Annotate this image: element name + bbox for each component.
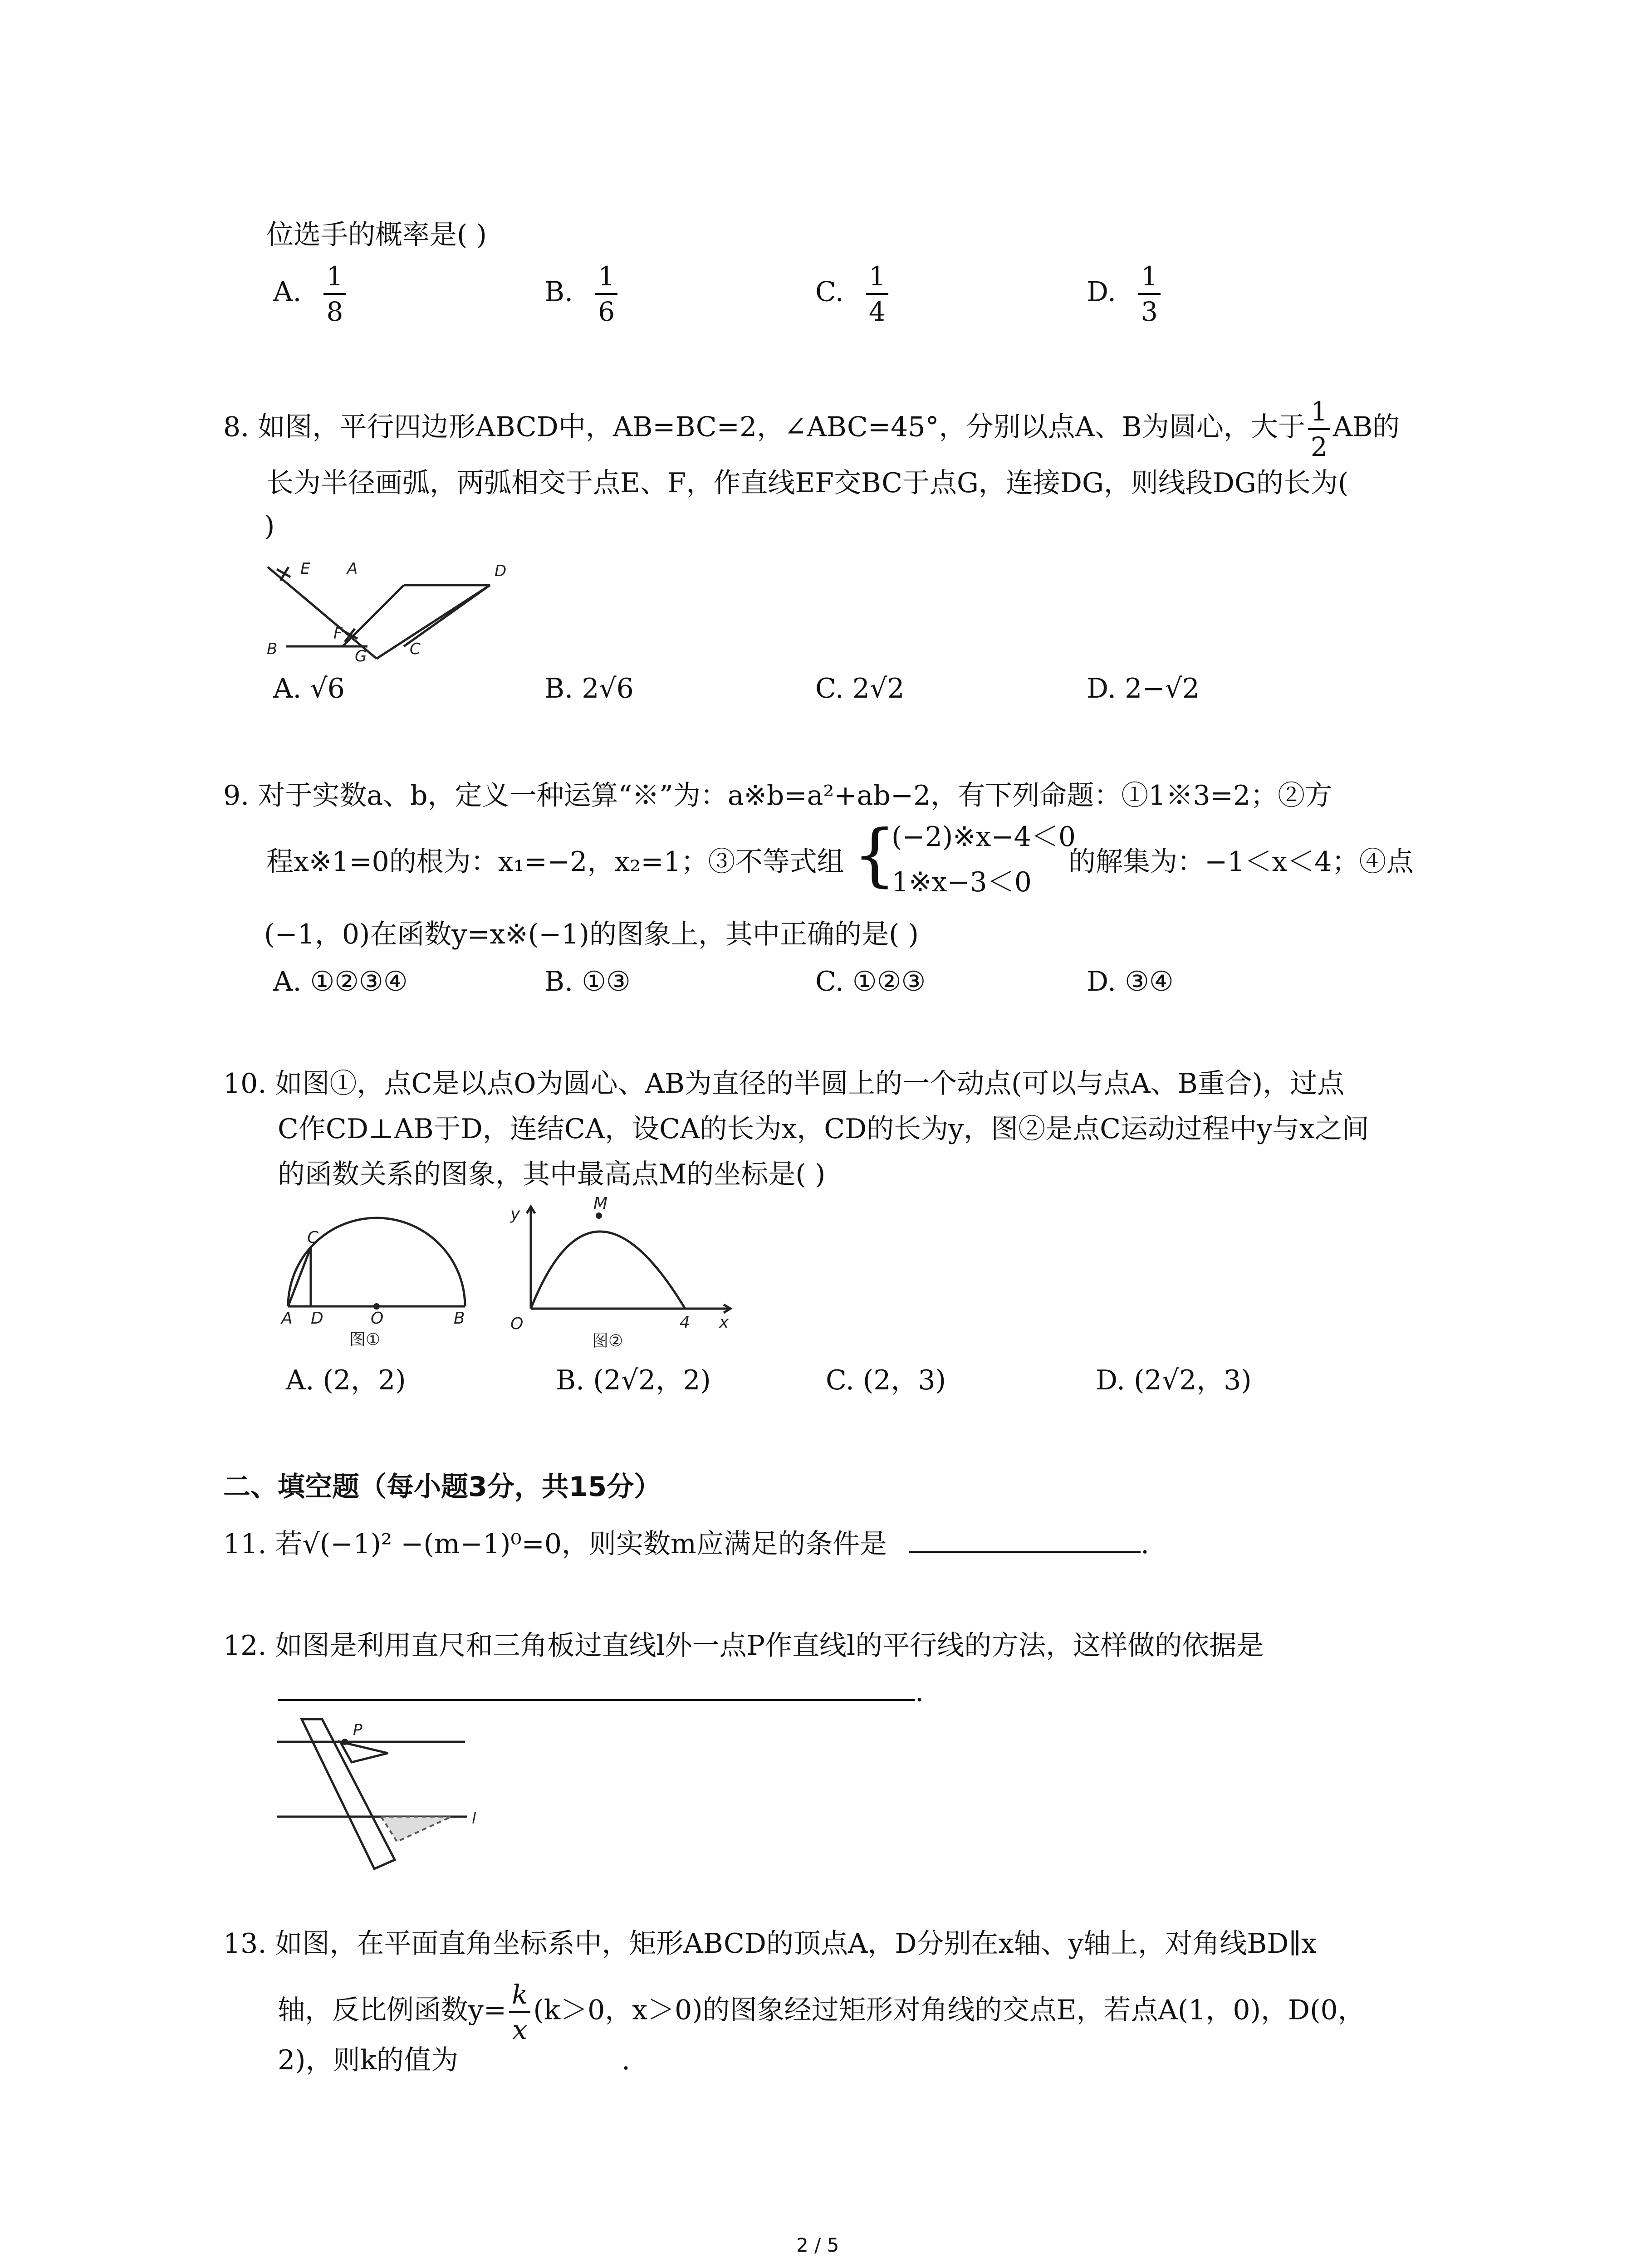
label-x: x	[719, 1313, 729, 1332]
label-c: C	[307, 1228, 319, 1247]
q9-line3: (−1，0)在函数y=x※(−1)的图象上，其中正确的是( )	[264, 919, 919, 950]
label-f: F	[333, 625, 343, 643]
q8-parallelogram-figure	[254, 549, 526, 671]
label-b: B	[267, 640, 278, 658]
q13-line2: 轴，反比例函数y= $\frac{k}{x}$ (k＞0，x＞0)的图象经过矩形对角线的交点E，若点A(1，0)，D(0，	[278, 1978, 1365, 2047]
q8-line3: )	[264, 510, 275, 542]
q12-answer-line: .	[278, 1674, 924, 1710]
option-label: B.	[544, 276, 573, 308]
answer-blank[interactable]	[458, 2065, 622, 2069]
q12-line1: 12. 如图是利用直尺和三角板过直线l外一点P作直线l的平行线的方法，这样做的依据是	[223, 1630, 1264, 1662]
fraction: $\frac{1}{8}$	[323, 259, 346, 328]
label-e: E	[300, 560, 310, 578]
q9-option-b: B. ①③	[544, 966, 631, 997]
fraction: $\frac{1}{2}$	[1308, 395, 1330, 464]
q9-option-a: A. ①②③④	[273, 966, 408, 997]
q10-option-b: B. (2√2，2)	[556, 1364, 711, 1396]
q13-line1: 13. 如图，在平面直角坐标系中，矩形ABCD的顶点A，D分别在x轴、y轴上，对角线BD∥x	[223, 1928, 1317, 1960]
q7-option-a	[273, 259, 348, 328]
q8-line1: 8. 如图，平行四边形ABCD中，AB=BC=2，∠ABC=45°，分别以点A、B为圆心，大于 $\frac{1}{2}$ AB的	[223, 395, 1400, 464]
option-label: C.	[815, 276, 844, 308]
q8-line2: 长为半径画弧，两弧相交于点E、F，作直线EF交BC于点G，连接DG，则线段DG的长为(	[266, 467, 1349, 499]
q7-option-d	[1087, 259, 1163, 328]
label-c: C	[410, 640, 421, 658]
dashed-triangle	[381, 1817, 451, 1842]
label-b: B	[454, 1309, 465, 1328]
q8-option-b: B. 2√6	[544, 673, 634, 704]
label-l: l	[472, 1809, 476, 1828]
q9-option-d: D. ③④	[1087, 966, 1174, 997]
answer-blank[interactable]	[278, 1677, 915, 1701]
q10-option-c: C. (2，3)	[826, 1364, 946, 1396]
label-d: D	[495, 562, 507, 580]
q10-line2: C作CD⊥AB于D，连结CA，设CA的长为x，CD的长为y，图②是点C运动过程中y与x之间	[278, 1113, 1369, 1145]
q9-system-eq2: 1※x−3＜0	[892, 866, 1032, 898]
q10-option-d: D. (2√2，3)	[1096, 1364, 1252, 1396]
fraction: $\frac{1}{3}$	[1138, 259, 1161, 328]
q7-stem-tail: 位选手的概率是( )	[266, 219, 487, 251]
q10-line3: 的函数关系的图象，其中最高点M的坐标是( )	[278, 1158, 826, 1190]
label-o: O	[371, 1309, 384, 1328]
figure-caption: 图②	[592, 1332, 623, 1350]
q9-system-eq1: (−2)※x−4＜0	[892, 821, 1076, 853]
label-a: A	[347, 560, 358, 578]
q7-option-c	[815, 259, 891, 328]
fraction: $\frac{k}{x}$	[509, 1978, 530, 2047]
label-a: A	[281, 1309, 293, 1328]
q8-option-d: D. 2−√2	[1087, 673, 1200, 704]
q11-line: 11. 若√(−1)² −(m−1)⁰=0，则实数m应满足的条件是 .	[223, 1524, 1149, 1562]
q10-line1: 10. 如图①，点C是以点O为圆心、AB为直径的半圆上的一个动点(可以与点A、B重合)，过点	[223, 1068, 1345, 1100]
q9-system-brace: {	[853, 816, 896, 894]
label-y: y	[510, 1205, 520, 1223]
label-p: P	[353, 1721, 362, 1739]
q10-graph-figure	[490, 1193, 744, 1352]
page-number: 2 / 5	[796, 2234, 839, 2256]
q10-option-a: A. (2，2)	[286, 1364, 406, 1396]
label-4: 4	[680, 1313, 690, 1332]
q8-option-a: A. √6	[273, 673, 345, 704]
option-label: D.	[1087, 276, 1117, 308]
label-g: G	[355, 647, 367, 665]
label-m: M	[593, 1194, 608, 1213]
q8-option-c: C. 2√2	[815, 673, 905, 704]
q9-line2a: 程x※1=0的根为：x₁=−2，x₂=1；③不等式组	[266, 846, 844, 878]
section-2-title: 二、填空题（每小题3分，共15分）	[223, 1471, 661, 1503]
option-label: A.	[273, 276, 302, 308]
q9-line1: 9. 对于实数a、b，定义一种运算“※”为：a※b=a²+ab−2，有下列命题：①1※3=2；②方	[223, 780, 1332, 811]
fraction: $\frac{1}{4}$	[866, 259, 888, 328]
q13-line3: 2)，则k的值为 .	[278, 2044, 631, 2076]
q10-semicircle-figure	[274, 1202, 479, 1352]
answer-blank[interactable]	[909, 1524, 1141, 1553]
label-d: D	[311, 1309, 323, 1328]
fraction: $\frac{1}{6}$	[595, 259, 617, 328]
q9-option-c: C. ①②③	[815, 966, 926, 997]
q12-ruler-triangle-figure	[272, 1710, 508, 1882]
figure-caption: 图①	[349, 1330, 381, 1349]
label-o: O	[510, 1315, 524, 1333]
q7-option-b	[544, 259, 620, 328]
q9-line2b: 的解集为：−1＜x＜4；④点	[1068, 846, 1414, 878]
